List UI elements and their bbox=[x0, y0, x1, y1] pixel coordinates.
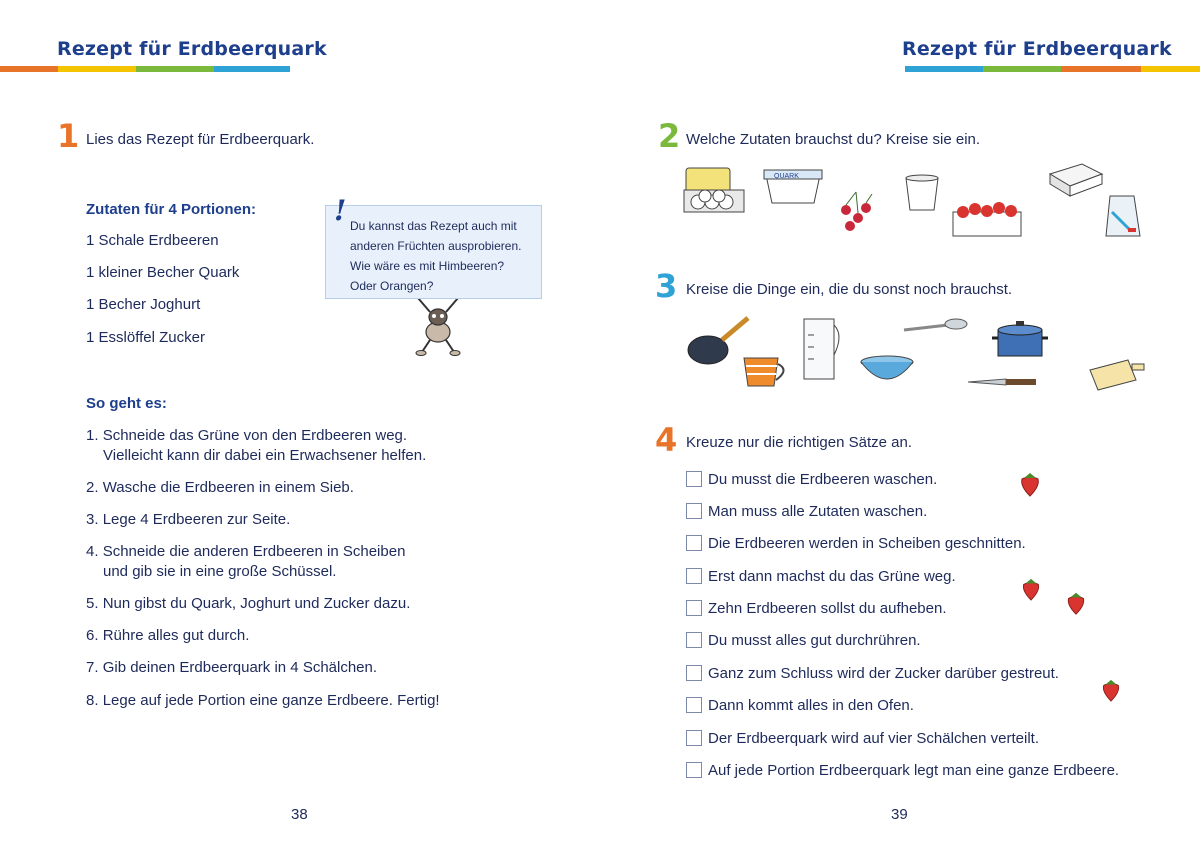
step-number: 1. bbox=[86, 427, 99, 444]
quark-label: QUARK bbox=[774, 173, 799, 180]
statement-row[interactable] bbox=[686, 597, 947, 619]
checkbox[interactable] bbox=[686, 730, 702, 746]
header-color-stripe bbox=[905, 66, 1200, 72]
tip-line: anderen Früchten ausprobieren. bbox=[350, 239, 522, 253]
statement-text: Der Erdbeerquark wird auf vier Schälchen verteilt. bbox=[708, 729, 1039, 747]
task-4-instruction: Kreuze nur die richtigen Sätze an. bbox=[686, 434, 912, 451]
step-item bbox=[86, 478, 354, 498]
statement-text: Erst dann machst du das Grüne weg. bbox=[708, 567, 956, 585]
step-item bbox=[86, 426, 426, 466]
step-item bbox=[86, 626, 249, 646]
strawberry-icon bbox=[1064, 590, 1088, 616]
statement-row[interactable] bbox=[686, 468, 937, 490]
strawberry-icon bbox=[1018, 470, 1042, 498]
tip-note-text bbox=[350, 216, 540, 296]
statement-text: Zehn Erdbeeren sollst du aufheben. bbox=[708, 599, 947, 617]
page-header-title: Rezept für Erdbeerquark bbox=[902, 38, 1172, 60]
tip-line: Du kannst das Rezept auch mit bbox=[350, 219, 517, 233]
statement-row[interactable] bbox=[686, 727, 1039, 749]
statement-text: Auf jede Portion Erdbeerquark legt man eine ganze Erdbeere. bbox=[708, 761, 1120, 779]
statement-text: Man muss alle Zutaten waschen. bbox=[708, 502, 928, 520]
steps-title: So geht es: bbox=[86, 395, 167, 412]
page-number: 38 bbox=[291, 806, 308, 823]
kitchen-knife-icon bbox=[966, 374, 1038, 390]
checkbox[interactable] bbox=[686, 632, 702, 648]
quark-tub-icon bbox=[760, 165, 826, 211]
checkbox[interactable] bbox=[686, 503, 702, 519]
statement-row[interactable] bbox=[686, 532, 1026, 554]
step-item bbox=[86, 510, 290, 530]
strawberry-icon bbox=[1020, 576, 1042, 602]
tip-line: Oder Orangen? bbox=[350, 279, 434, 293]
step-text: Wasche die Erdbeeren in einem Sieb. bbox=[102, 479, 354, 496]
strawberry-basket-icon bbox=[947, 196, 1027, 240]
statement-row[interactable] bbox=[686, 694, 914, 716]
step-text: Gib deinen Erdbeerquark in 4 Schälchen. bbox=[102, 659, 378, 676]
statement-row[interactable] bbox=[686, 629, 921, 651]
task-1-instruction: Lies das Rezept für Erdbeerquark. bbox=[86, 131, 315, 148]
ingredient-item: 1 Becher Joghurt bbox=[86, 296, 201, 313]
tip-line: Wie wäre es mit Himbeeren? bbox=[350, 259, 505, 273]
orange-mug-icon bbox=[740, 352, 792, 390]
step-number: 7. bbox=[86, 659, 99, 676]
statement-row[interactable] bbox=[686, 500, 927, 522]
ingredient-item: 1 Esslöffel Zucker bbox=[86, 329, 205, 346]
right-page bbox=[600, 0, 1200, 849]
task-number-2: 2 bbox=[658, 117, 681, 155]
task-3-instruction: Kreise die Dinge ein, die du sonst noch brauchst. bbox=[686, 281, 1013, 298]
statement-text: Ganz zum Schluss wird der Zucker darüber gestreut. bbox=[708, 664, 1059, 682]
statement-text: Die Erdbeeren werden in Scheiben geschnitten. bbox=[708, 534, 1026, 552]
cutting-board-icon bbox=[1088, 356, 1148, 392]
ingredient-item: 1 kleiner Becher Quark bbox=[86, 264, 240, 281]
cooking-pot-icon bbox=[990, 318, 1050, 360]
strawberry-icon bbox=[1100, 676, 1122, 704]
step-number: 4. bbox=[86, 543, 99, 560]
step-item bbox=[86, 691, 440, 711]
statement-row[interactable] bbox=[686, 759, 1119, 781]
butter-pack-icon bbox=[1046, 160, 1106, 200]
task-number-4: 4 bbox=[655, 421, 678, 459]
statement-row[interactable] bbox=[686, 565, 956, 587]
statement-text: Du musst die Erdbeeren waschen. bbox=[708, 470, 938, 488]
header-color-stripe bbox=[0, 66, 290, 72]
yogurt-cup-icon bbox=[900, 170, 944, 216]
statement-text: Dann kommt alles in den Ofen. bbox=[708, 696, 914, 714]
step-text: Schneide die anderen Erdbeeren in Scheiben bbox=[102, 543, 406, 560]
spoon-icon bbox=[900, 316, 970, 336]
statement-text: Du musst alles gut durchrühren. bbox=[708, 631, 921, 649]
step-number: 5. bbox=[86, 595, 99, 612]
checkbox[interactable] bbox=[686, 600, 702, 616]
step-item bbox=[86, 658, 377, 678]
ingredients-title: Zutaten für 4 Portionen: bbox=[86, 201, 256, 218]
checkbox[interactable] bbox=[686, 665, 702, 681]
step-number: 3. bbox=[86, 511, 99, 528]
step-text: Nun gibst du Quark, Joghurt und Zucker dazu. bbox=[102, 595, 411, 612]
step-number: 2. bbox=[86, 479, 99, 496]
checkbox[interactable] bbox=[686, 697, 702, 713]
checkbox[interactable] bbox=[686, 471, 702, 487]
task-number-1: 1 bbox=[57, 117, 80, 155]
step-text: Schneide das Grüne von den Erdbeeren weg. bbox=[102, 427, 408, 444]
page-number: 39 bbox=[891, 806, 908, 823]
checkbox[interactable] bbox=[686, 762, 702, 778]
exclamation-icon: ! bbox=[334, 194, 347, 227]
sugar-bag-icon bbox=[1100, 190, 1146, 242]
ingredient-item: 1 Schale Erdbeeren bbox=[86, 232, 219, 249]
step-text: Lege 4 Erdbeeren zur Seite. bbox=[102, 511, 291, 528]
ant-mascot-icon bbox=[408, 290, 468, 360]
checkbox[interactable] bbox=[686, 568, 702, 584]
step-text-continued: Vielleicht kann dir dabei ein Erwachsener helfen. bbox=[103, 447, 427, 464]
step-text: Rühre alles gut durch. bbox=[102, 627, 250, 644]
step-text: Lege auf jede Portion eine ganze Erdbeere. Fertig! bbox=[102, 692, 440, 709]
tip-note-box bbox=[325, 194, 542, 299]
task-2-instruction: Welche Zutaten brauchst du? Kreise sie ein. bbox=[686, 131, 981, 148]
step-text-continued: und gib sie in eine große Schüssel. bbox=[103, 563, 337, 580]
checkbox[interactable] bbox=[686, 535, 702, 551]
step-number: 6. bbox=[86, 627, 99, 644]
statement-row[interactable] bbox=[686, 662, 1059, 684]
measuring-jug-icon bbox=[798, 315, 844, 383]
step-item bbox=[86, 542, 405, 582]
eggs-carton-icon bbox=[680, 160, 750, 222]
mixing-bowl-icon bbox=[858, 352, 916, 388]
step-item bbox=[86, 594, 410, 614]
cherries-icon bbox=[836, 188, 882, 234]
task-number-3: 3 bbox=[655, 267, 678, 305]
page-header-title: Rezept für Erdbeerquark bbox=[57, 38, 327, 60]
step-number: 8. bbox=[86, 692, 99, 709]
